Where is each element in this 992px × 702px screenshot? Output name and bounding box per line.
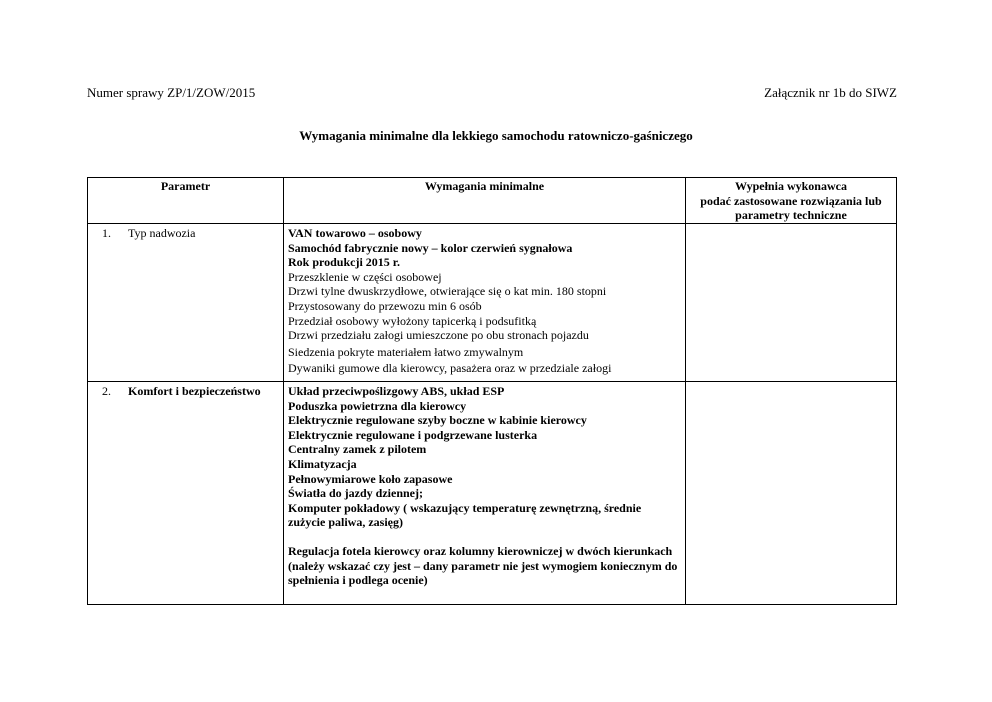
contractor-header-line1: Wypełnia wykonawca [735, 179, 847, 193]
contractor-header-line2: podać zastosowane rozwiązania lub parametry techniczne [700, 193, 882, 223]
requirement-line: Elektrycznie regulowane szyby boczne w kabinie kierowcy [288, 413, 587, 428]
table-header-row [88, 178, 897, 224]
requirement-line: Układ przeciwpoślizgowy ABS, układ ESP [288, 384, 505, 398]
table-row [88, 382, 897, 605]
param-cell [88, 382, 284, 605]
column-header-contractor [686, 178, 897, 224]
requirement-line: Poduszka powietrzna dla kierowcy [288, 398, 467, 413]
requirement-line: Przeszklenie w części osobowej [288, 269, 442, 284]
contractor-cell[interactable] [686, 224, 897, 382]
table-row [88, 224, 897, 382]
requirement-line: Pełnowymiarowe koło zapasowe [288, 471, 453, 486]
param-label: Komfort i bezpieczeństwo [128, 384, 261, 398]
requirement-line: Centralny zamek z pilotem [288, 442, 427, 457]
requirements-table [87, 177, 897, 605]
document-title: Wymagania minimalne dla lekkiego samochodu ratowniczo-gaśniczego [299, 128, 693, 143]
requirement-line: Przystosowany do przewozu min 6 osób [288, 298, 482, 313]
requirement-line: Rok produkcji 2015 r. [288, 255, 401, 270]
requirements-cell [284, 382, 686, 605]
column-header-param: Parametr [88, 178, 284, 224]
requirement-line: Komputer pokładowy ( wskazujący temperaturę zewnętrzną, średnie zużycie paliwa, zasięg) [288, 500, 642, 530]
param-label: Typ nadwozia [128, 226, 196, 240]
row-number: 1. [102, 226, 111, 240]
requirement-line: Siedzenia pokryte materiałem łatwo zmywalnym [288, 344, 524, 359]
param-cell [88, 224, 284, 382]
requirement-line: VAN towarowo – osobowy [288, 226, 422, 240]
requirement-line: Elektrycznie regulowane i podgrzewane lusterka [288, 427, 538, 442]
column-header-requirements: Wymagania minimalne [284, 178, 686, 224]
requirement-line: Drzwi przedziału załogi umieszczone po obu stronach pojazdu [288, 328, 589, 343]
contractor-cell[interactable] [686, 382, 897, 605]
attachment-label: Załącznik nr 1b do SIWZ [764, 85, 897, 100]
requirement-line: Samochód fabrycznie nowy – kolor czerwień sygnałowa [288, 240, 573, 255]
case-number: Numer sprawy ZP/1/ZOW/2015 [87, 85, 256, 100]
requirement-line: Drzwi tylne dwuskrzydłowe, otwierające się o kat min. 180 stopni [288, 284, 607, 299]
requirement-line: Przedział osobowy wyłożony tapicerką i podsufitką [288, 313, 537, 328]
row-number: 2. [102, 384, 111, 398]
requirement-line: Regulacja fotela kierowcy oraz kolumny kierowniczej w dwóch kierunkach (należy wskazać czy jest – dany parametr nie jest wymogiem koniecznym do spełnienia i podlega ocenie) [288, 543, 678, 588]
requirement-line: Światła do jazdy dziennej; [288, 486, 423, 501]
spacer [288, 530, 681, 544]
requirement-line: Dywaniki gumowe dla kierowcy, pasażera oraz w przedziale załogi [288, 361, 612, 376]
requirement-line: Klimatyzacja [288, 456, 357, 471]
requirements-cell [284, 224, 686, 382]
